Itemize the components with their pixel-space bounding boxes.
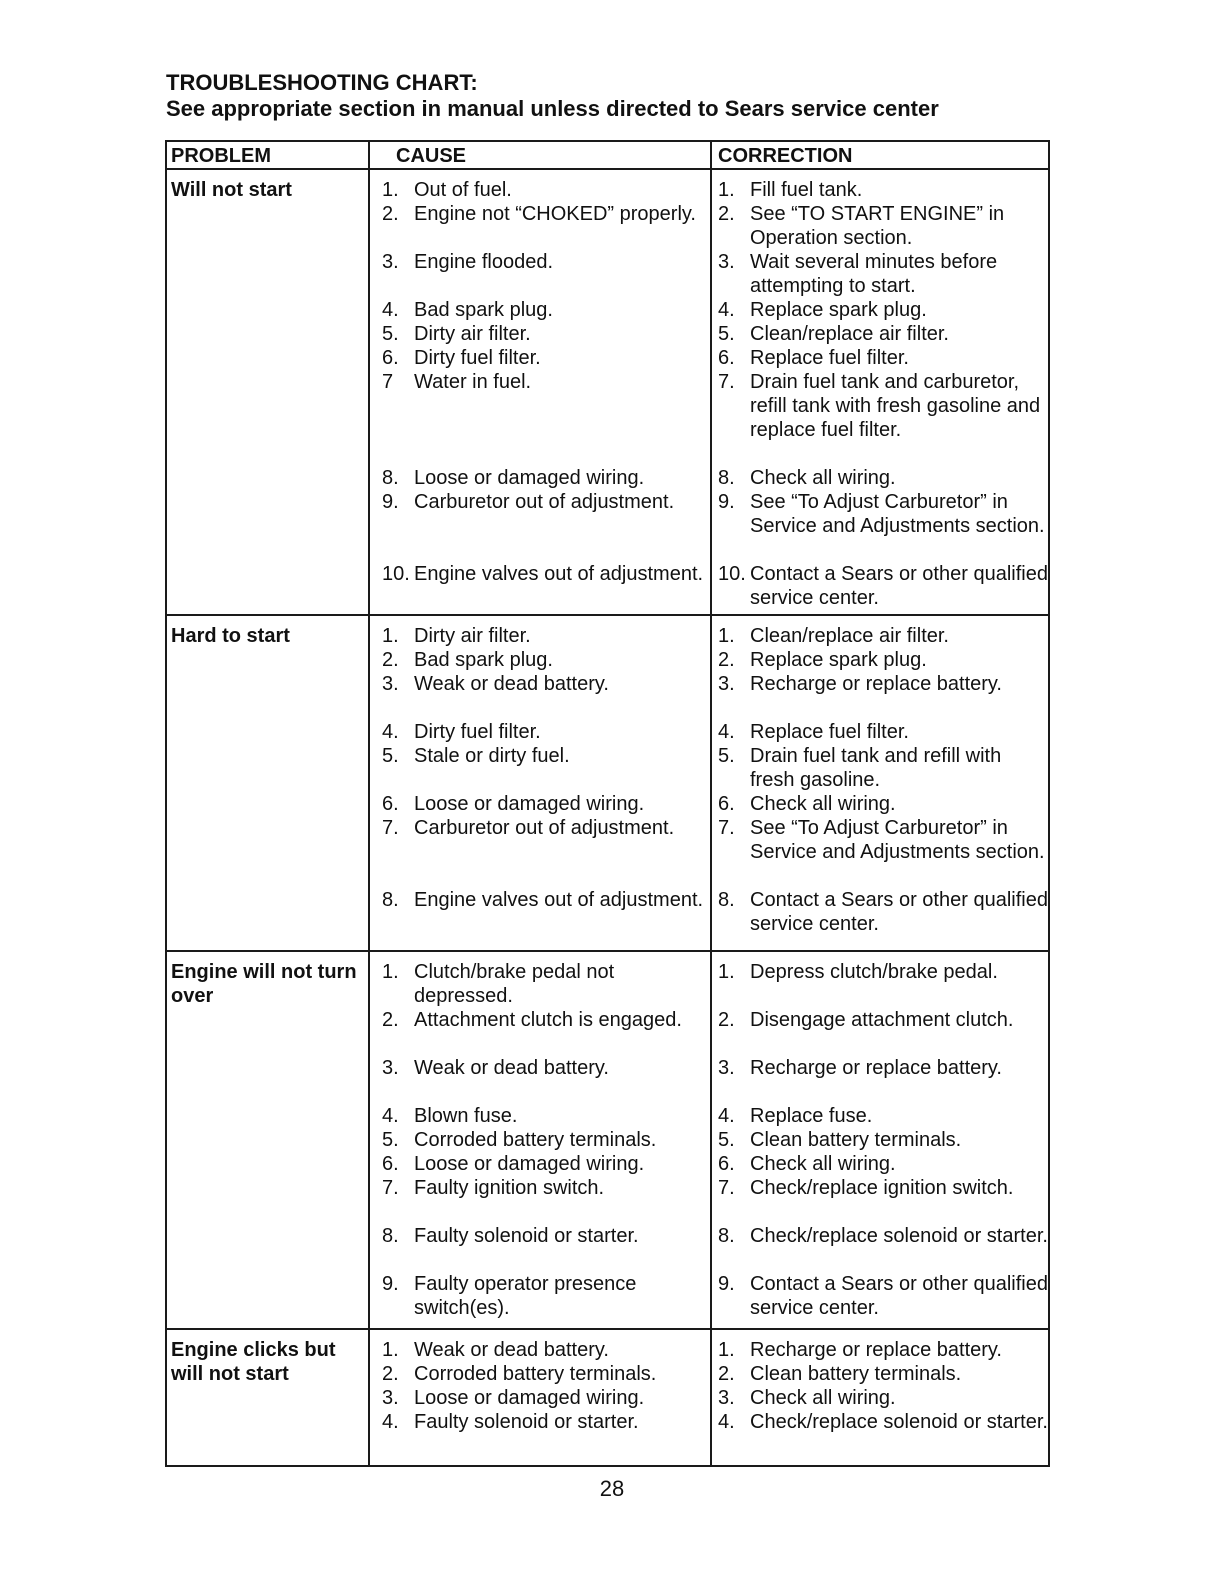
cause-item (382, 744, 710, 792)
cause-item (382, 960, 710, 1008)
correction-item (718, 744, 1050, 792)
cause-item-number: 1. (382, 961, 399, 983)
cause-item-text: Faulty solenoid or starter. (414, 1225, 639, 1247)
cause-item-text: Carburetor out of adjustment. (414, 491, 675, 513)
cause-cell (368, 1330, 710, 1465)
correction-item-number: 7. (718, 1177, 735, 1199)
cause-item-number: 5. (382, 1129, 399, 1151)
correction-item-number: 4. (718, 1105, 735, 1127)
cause-item-number: 8. (382, 1225, 399, 1247)
cause-item (382, 672, 710, 720)
correction-item-text: Recharge or replace battery. (750, 1339, 1002, 1361)
cause-item-number: 9. (382, 1273, 399, 1295)
correction-item (718, 1152, 1050, 1176)
correction-item-text: Replace spark plug. (750, 649, 927, 671)
cause-item-number: 6. (382, 1153, 399, 1175)
correction-item (718, 648, 1050, 672)
cause-item (382, 490, 710, 562)
cause-item (382, 250, 710, 298)
problem-label: Engine clicks but will not start (171, 1339, 336, 1385)
correction-item-number: 6. (718, 793, 735, 815)
table-row (167, 1328, 1048, 1465)
correction-item (718, 888, 1050, 936)
correction-item-number: 5. (718, 745, 735, 767)
correction-item-number: 1. (718, 625, 735, 647)
cause-item (382, 1224, 710, 1272)
cause-item-text: Dirty fuel filter. (414, 347, 541, 369)
table-row (167, 614, 1048, 950)
cause-item-text: Bad spark plug. (414, 299, 553, 321)
cause-item-number: 1. (382, 179, 399, 201)
cause-item-text: Dirty air filter. (414, 625, 531, 647)
correction-item-text: See “To Adjust Carburetor” in Service and Adjustments section. (750, 817, 1045, 863)
cause-item-number: 4. (382, 1105, 399, 1127)
correction-item-text: Replace spark plug. (750, 299, 927, 321)
correction-item (718, 250, 1050, 298)
correction-item-text: Check/replace ignition switch. (750, 1177, 1014, 1199)
correction-item-text: Recharge or replace battery. (750, 1057, 1002, 1079)
cause-item-number: 2. (382, 1363, 399, 1385)
correction-item-text: Check/replace solenoid or starter. (750, 1411, 1048, 1433)
correction-item-number: 9. (718, 491, 735, 513)
correction-item-number: 1. (718, 1339, 735, 1361)
cause-item (382, 1338, 710, 1362)
table-row (167, 168, 1048, 614)
correction-item (718, 298, 1050, 322)
correction-item-number: 4. (718, 1411, 735, 1433)
cause-item (382, 370, 710, 466)
correction-item-text: Replace fuel filter. (750, 721, 909, 743)
cause-item (382, 178, 710, 202)
correction-item-text: Contact a Sears or other qualified service center. (750, 1273, 1048, 1319)
correction-item (718, 562, 1050, 610)
cause-item (382, 1176, 710, 1224)
correction-item (718, 202, 1050, 250)
correction-item (718, 960, 1050, 1008)
correction-item-text: Clean/replace air filter. (750, 625, 949, 647)
cause-item-number: 2. (382, 203, 399, 225)
cause-item-text: Dirty fuel filter. (414, 721, 541, 743)
correction-item-number: 1. (718, 179, 735, 201)
correction-item (718, 1410, 1050, 1458)
cause-item-number: 3. (382, 251, 399, 273)
cause-item-text: Carburetor out of adjustment. (414, 817, 675, 839)
correction-item-number: 2. (718, 1009, 735, 1031)
cause-item-number: 3. (382, 1057, 399, 1079)
correction-cell (710, 170, 1050, 614)
correction-item-number: 3. (718, 251, 735, 273)
correction-item-number: 2. (718, 1363, 735, 1385)
cause-item-text: Corroded battery terminals. (414, 1363, 657, 1385)
correction-item-number: 3. (718, 1387, 735, 1409)
correction-item-number: 4. (718, 721, 735, 743)
cause-item (382, 648, 710, 672)
correction-item-text: Check/replace solenoid or starter. (750, 1225, 1048, 1247)
cause-item-number: 4. (382, 299, 399, 321)
problem-cell (167, 616, 368, 950)
cause-item-number: 2. (382, 1009, 399, 1031)
correction-item-number: 6. (718, 1153, 735, 1175)
correction-item (718, 1008, 1050, 1056)
correction-item-text: Fill fuel tank. (750, 179, 863, 201)
cause-item-number: 4. (382, 1411, 399, 1433)
correction-item-number: 3. (718, 1057, 735, 1079)
correction-item (718, 720, 1050, 744)
cause-item (382, 1104, 710, 1128)
cause-item-text: Out of fuel. (414, 179, 512, 201)
cause-item-text: Bad spark plug. (414, 649, 553, 671)
page-number: 28 (599, 1476, 625, 1501)
correction-item (718, 792, 1050, 816)
cause-item-text: Loose or damaged wiring. (414, 1387, 645, 1409)
correction-item (718, 1176, 1050, 1224)
header-row (167, 142, 1048, 168)
correction-item (718, 1386, 1050, 1410)
cause-item-number: 4. (382, 721, 399, 743)
correction-item-number: 6. (718, 347, 735, 369)
cause-item-text: Engine not “CHOKED” properly. (414, 203, 696, 225)
cause-item-text: Weak or dead battery. (414, 673, 609, 695)
cause-item-text: Faulty solenoid or starter. (414, 1411, 639, 1433)
cause-item (382, 1272, 710, 1320)
cause-item (382, 1056, 710, 1104)
correction-item-text: Contact a Sears or other qualified service center. (750, 889, 1048, 935)
correction-item (718, 178, 1050, 202)
header-problem: PROBLEM (171, 145, 271, 167)
cause-cell (368, 170, 710, 614)
correction-item-number: 8. (718, 467, 735, 489)
correction-item (718, 1056, 1050, 1104)
cause-item-text: Dirty air filter. (414, 323, 531, 345)
correction-item-number: 10. (718, 563, 746, 585)
correction-item-text: See “TO START ENGINE” in Operation section. (750, 203, 1005, 249)
correction-item-text: Drain fuel tank and carburetor, refill tank with fresh gasoline and replace fuel filter. (750, 371, 1041, 441)
correction-item-text: Drain fuel tank and refill with fresh gasoline. (750, 745, 1002, 791)
correction-item-number: 2. (718, 649, 735, 671)
problem-cell (167, 1330, 368, 1465)
correction-item-number: 5. (718, 1129, 735, 1151)
cause-item-number: 6. (382, 793, 399, 815)
cause-item-number: 10. (382, 563, 410, 585)
correction-item-number: 7. (718, 817, 735, 839)
cause-item-text: Attachment clutch is engaged. (414, 1009, 682, 1031)
cause-item (382, 298, 710, 322)
correction-cell (710, 1330, 1050, 1465)
correction-item-text: Check all wiring. (750, 467, 896, 489)
correction-item (718, 1104, 1050, 1128)
correction-item-number: 2. (718, 203, 735, 225)
correction-item (718, 370, 1050, 466)
correction-item-number: 5. (718, 323, 735, 345)
correction-item-number: 8. (718, 889, 735, 911)
cause-item-number: 1. (382, 625, 399, 647)
cause-item-number: 7. (382, 1177, 399, 1199)
correction-item (718, 672, 1050, 720)
problem-cell (167, 170, 368, 614)
correction-item (718, 624, 1050, 648)
cause-item-text: Corroded battery terminals. (414, 1129, 657, 1151)
header-correction: CORRECTION (710, 142, 1050, 168)
correction-item-text: Check all wiring. (750, 793, 896, 815)
header-cause: CAUSE (368, 142, 710, 168)
cause-item (382, 1008, 710, 1056)
cause-item (382, 562, 710, 610)
cause-item-number: 5. (382, 323, 399, 345)
cause-item-number: 1. (382, 1339, 399, 1361)
cause-item (382, 1128, 710, 1152)
correction-item-number: 7. (718, 371, 735, 393)
cause-item-number: 6. (382, 347, 399, 369)
cause-item (382, 888, 710, 936)
correction-item-text: Depress clutch/brake pedal. (750, 961, 998, 983)
cause-item (382, 346, 710, 370)
correction-item (718, 322, 1050, 346)
cause-item-text: Blown fuse. (414, 1105, 518, 1127)
problem-cell (167, 952, 368, 1328)
cause-item-number: 2. (382, 649, 399, 671)
correction-item-number: 1. (718, 961, 735, 983)
cause-item (382, 1410, 710, 1458)
cause-item-text: Engine valves out of adjustment. (414, 889, 704, 911)
chart-subtitle: See appropriate section in manual unless directed to Sears service center (166, 96, 939, 121)
chart-title: TROUBLESHOOTING CHART: (166, 70, 478, 95)
troubleshooting-table (165, 140, 1050, 1467)
cause-item (382, 624, 710, 648)
correction-item-text: Clean battery terminals. (750, 1363, 962, 1385)
correction-item (718, 346, 1050, 370)
cause-item-text: Engine flooded. (414, 251, 554, 273)
cause-item (382, 792, 710, 816)
cause-item-number: 3. (382, 1387, 399, 1409)
cause-item (382, 1152, 710, 1176)
cause-item (382, 466, 710, 490)
cause-item (382, 720, 710, 744)
correction-item (718, 466, 1050, 490)
correction-item-text: Clean battery terminals. (750, 1129, 962, 1151)
cause-item-number: 5. (382, 745, 399, 767)
cause-cell (368, 616, 710, 950)
problem-label: Engine will not turn over (171, 961, 357, 1007)
correction-item-text: See “To Adjust Carburetor” in Service and Adjustments section. (750, 491, 1045, 537)
correction-item (718, 1338, 1050, 1362)
correction-item-text: Disengage attachment clutch. (750, 1009, 1014, 1031)
table-row (167, 950, 1048, 1328)
correction-item-number: 4. (718, 299, 735, 321)
correction-item-number: 9. (718, 1273, 735, 1295)
correction-item-number: 3. (718, 673, 735, 695)
cause-item-number: 8. (382, 889, 399, 911)
correction-item-text: Recharge or replace battery. (750, 673, 1002, 695)
cause-item-text: Faulty ignition switch. (414, 1177, 605, 1199)
cause-item-text: Stale or dirty fuel. (414, 745, 570, 767)
cause-item-text: Engine valves out of adjustment. (414, 563, 704, 585)
correction-item-text: Clean/replace air filter. (750, 323, 949, 345)
cause-item (382, 202, 710, 250)
correction-item-text: Check all wiring. (750, 1387, 896, 1409)
correction-item-text: Wait several minutes before attempting to start. (750, 251, 998, 297)
cause-item-text: Loose or damaged wiring. (414, 1153, 645, 1175)
correction-item (718, 1362, 1050, 1386)
correction-item (718, 1272, 1050, 1320)
cause-item-number: 9. (382, 491, 399, 513)
correction-item-text: Replace fuse. (750, 1105, 873, 1127)
cause-item-text: Loose or damaged wiring. (414, 467, 645, 489)
correction-item-text: Contact a Sears or other qualified service center. (750, 563, 1048, 609)
problem-label: Hard to start (171, 625, 290, 647)
cause-item (382, 816, 710, 888)
correction-item-text: Replace fuel filter. (750, 347, 909, 369)
cause-item (382, 1362, 710, 1386)
correction-item (718, 816, 1050, 888)
correction-item-text: Check all wiring. (750, 1153, 896, 1175)
cause-item-text: Clutch/brake pedal not depressed. (414, 961, 615, 1007)
correction-item (718, 1128, 1050, 1152)
cause-item-number: 3. (382, 673, 399, 695)
cause-cell (368, 952, 710, 1328)
cause-item (382, 1386, 710, 1410)
cause-item-text: Faulty operator presence switch(es). (414, 1273, 637, 1319)
cause-item-number: 8. (382, 467, 399, 489)
cause-item (382, 322, 710, 346)
correction-item (718, 490, 1050, 562)
cause-item-text: Weak or dead battery. (414, 1057, 609, 1079)
correction-item (718, 1224, 1050, 1272)
correction-cell (710, 952, 1050, 1328)
cause-item-number: 7 (382, 371, 394, 393)
problem-label: Will not start (171, 179, 292, 201)
cause-item-text: Loose or damaged wiring. (414, 793, 645, 815)
cause-item-number: 7. (382, 817, 399, 839)
correction-item-number: 8. (718, 1225, 735, 1247)
correction-cell (710, 616, 1050, 950)
cause-item-text: Water in fuel. (414, 371, 532, 393)
cause-item-text: Weak or dead battery. (414, 1339, 609, 1361)
